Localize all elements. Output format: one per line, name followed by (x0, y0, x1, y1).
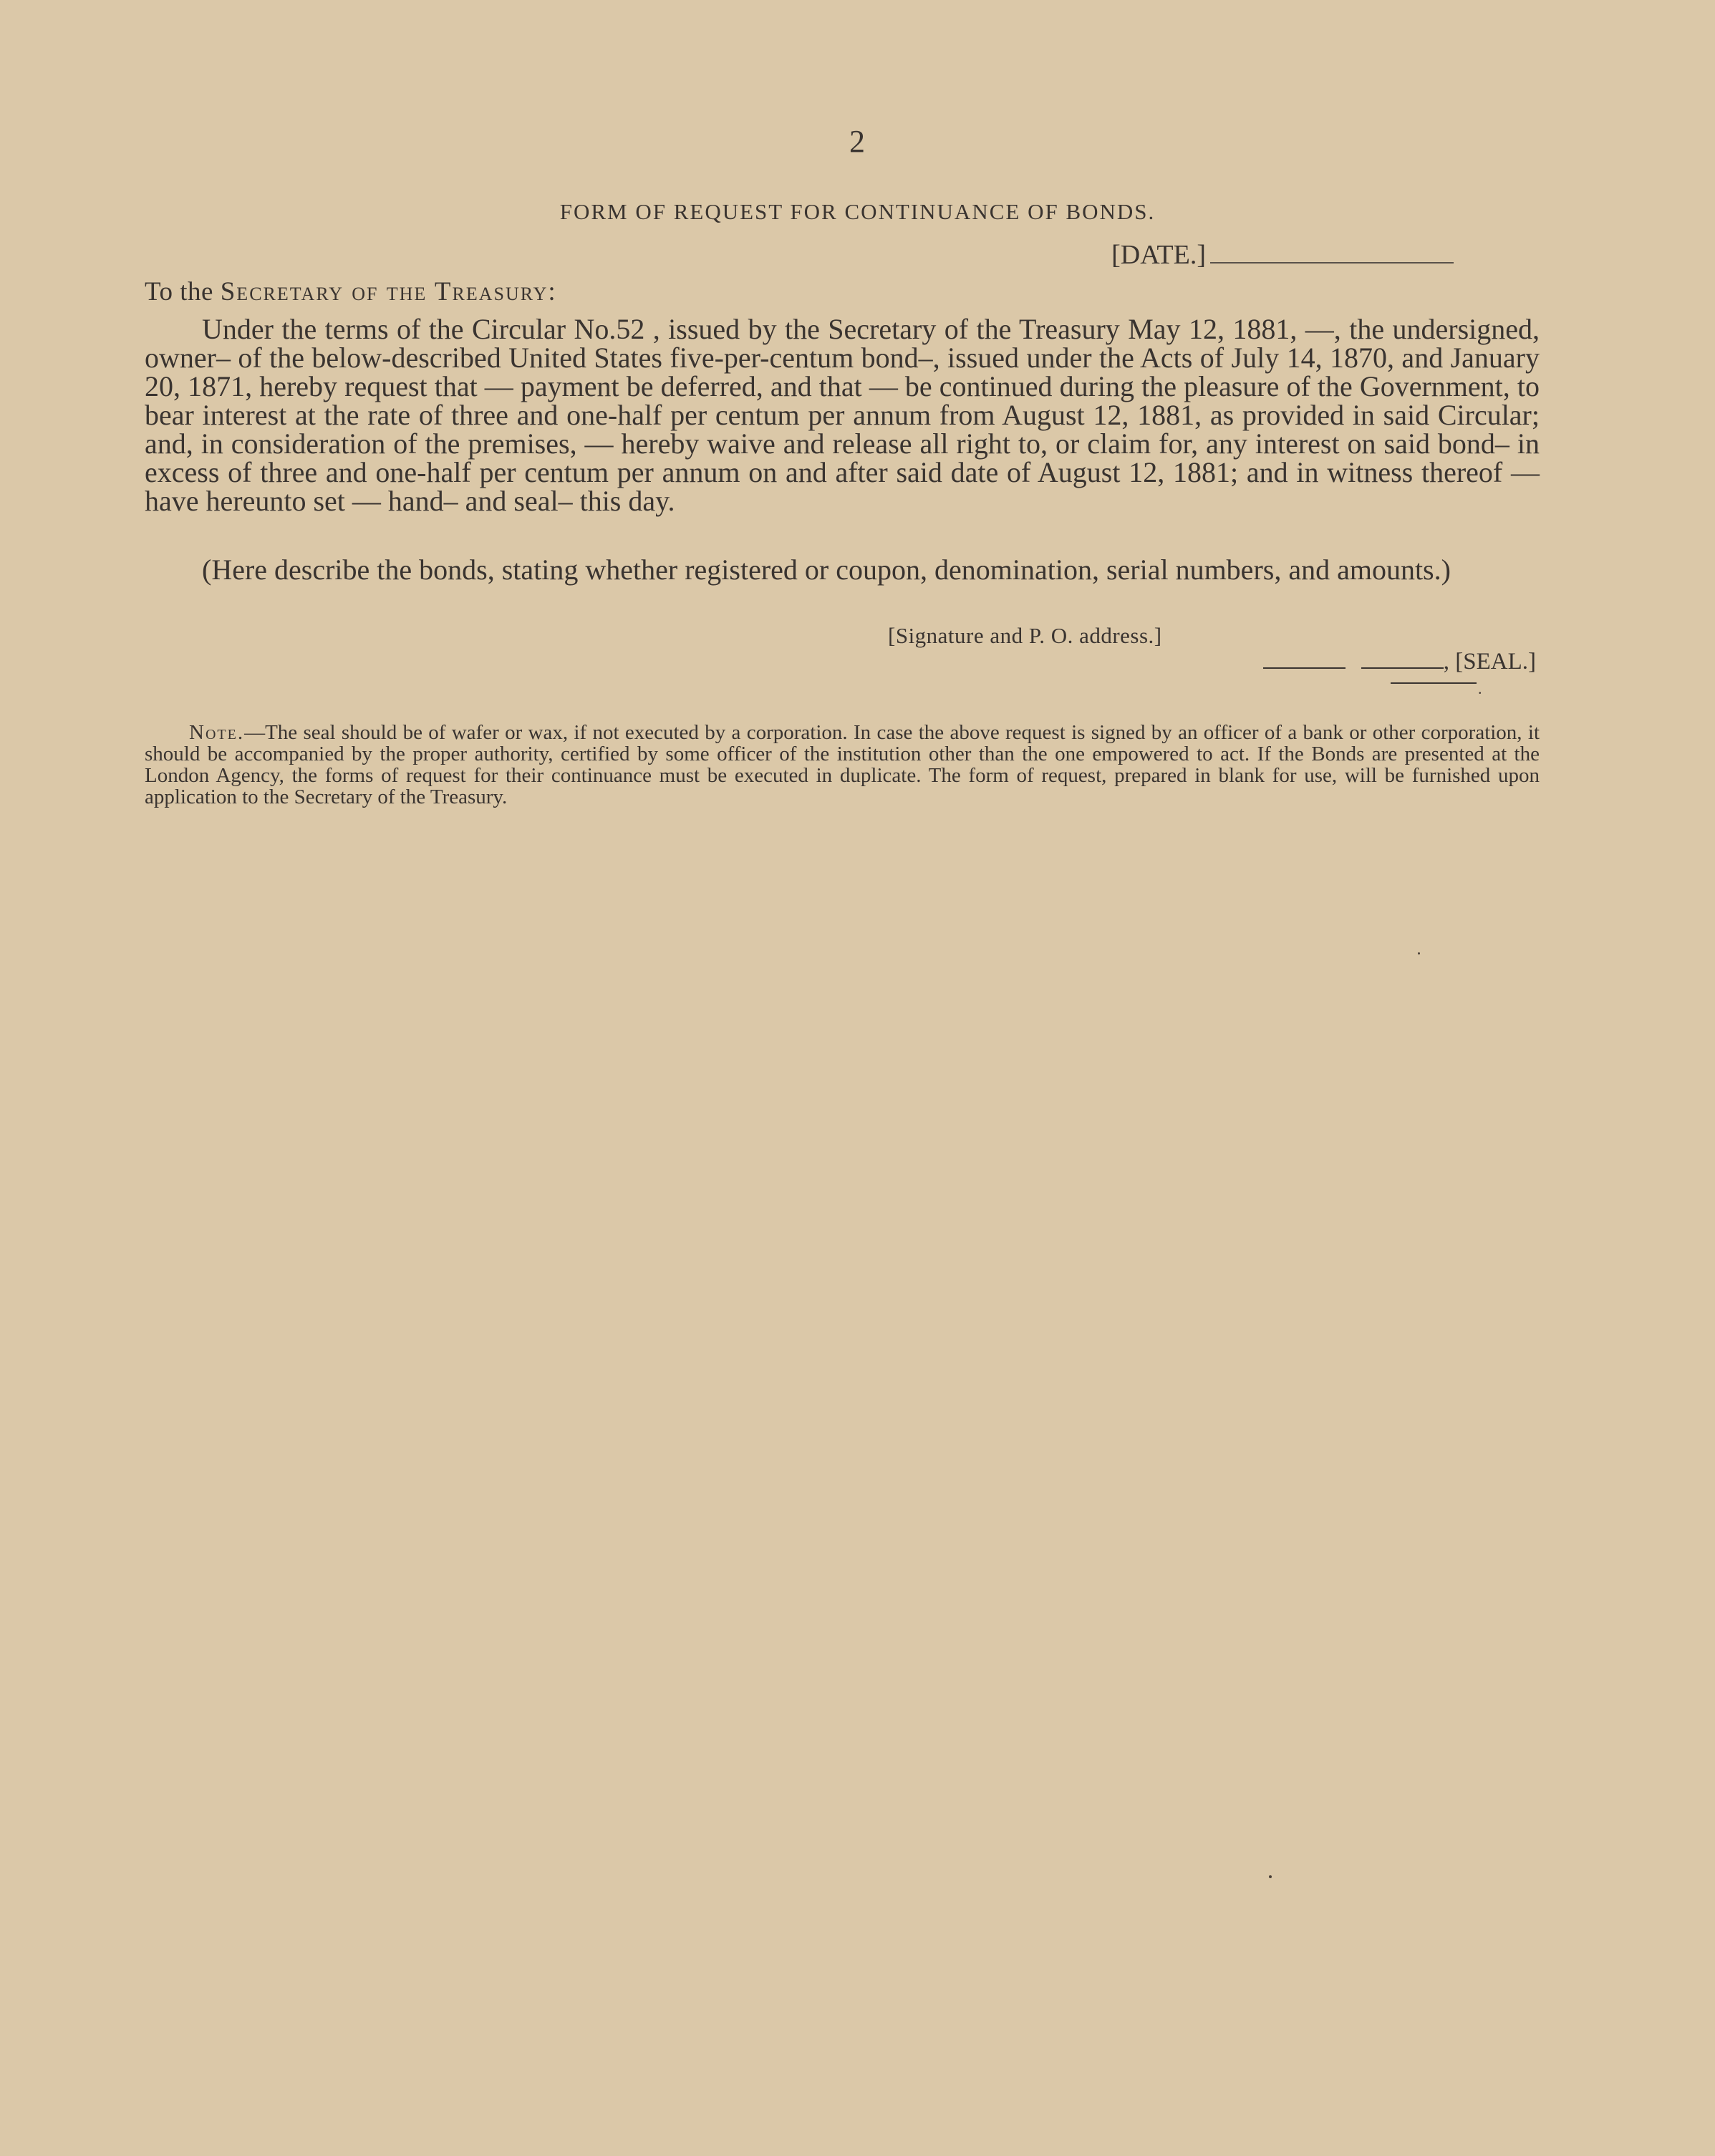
signature-label: [Signature and P. O. address.] (888, 623, 1162, 648)
date-label: [DATE.] (1111, 240, 1206, 270)
paper-speck (1269, 1875, 1272, 1878)
salutation-addressee: Secretary of the Treasury (220, 277, 549, 306)
date-line (1111, 239, 1454, 271)
address-underline (1391, 675, 1477, 684)
page-number: 2 (849, 124, 866, 159)
bond-description-instruction: (Here describe the bonds, stating whether registered or coupon, denomination, serial numbers, and amounts.) (202, 553, 1451, 586)
date-blank-line (1210, 256, 1454, 264)
form-title: FORM OF REQUEST FOR CONTINUANCE OF BONDS. (559, 199, 1156, 224)
request-body-paragraph: Under the terms of the Circular No.52 , issued by the Secretary of the Treasury May 12, 1881, —, the undersigned, owner– of the below-described United States five-per-centum bond–, issued under the Acts of July 14, 1870, and January 20, 1871, hereby request that — payment be deferred, and that — be continued during the pleasure of the Government, to bear interest at the rate of three and one-half per centum per annum from August 12, 1881, as provided in said Circular; and, in consideration of the premises, — hereby waive and release all right to, or claim for, any interest on said bond– in excess of three and one-half per centum per annum on and after said date of August 12, 1881; and in witness thereof — have hereunto set — hand– and seal– this day. (145, 313, 1540, 517)
address-period: . (1478, 680, 1482, 697)
seal-line (1263, 649, 1536, 675)
paper-speck (1418, 952, 1420, 954)
signature-dash-2 (1361, 656, 1444, 669)
salutation (145, 276, 556, 307)
seal-label: , [SEAL.] (1443, 649, 1536, 675)
signature-dash-1 (1263, 656, 1346, 669)
note-paragraph (145, 722, 1540, 808)
salutation-prefix: To the (145, 277, 213, 306)
note-text: —The seal should be of wafer or wax, if not executed by a corporation. In case the above request is signed by an officer of a bank or other corporation, it should be accompanied by the proper authority, certified by some officer of the institution other than the one empowered to act. If the Bonds are presented at the London Agency, the forms of request for their continuance must be executed in duplicate. The form of request, prepared in blank for use, will be furnished upon application to the Secretary of the Treasury. (145, 721, 1540, 808)
salutation-suffix: : (548, 277, 556, 306)
note-label: Note. (189, 721, 245, 744)
